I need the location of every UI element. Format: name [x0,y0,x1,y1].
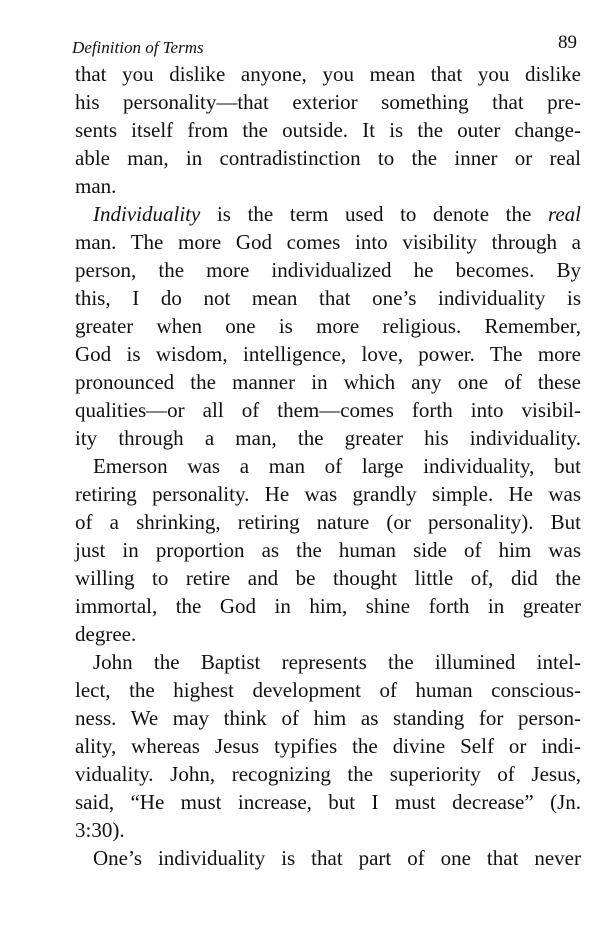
text-line: 3:30). [75,818,125,842]
text-line: able man, in contradistinction to the inner or real [75,146,581,170]
text-line: retiring personality. He was grandly simple. He was [75,482,581,506]
running-title: Definition of Terms [72,38,204,57]
italic-term: real [547,202,581,226]
text-line: Emerson was a man of large individuality, but [93,454,581,478]
text-line: ality, whereas Jesus typifies the divine Self or indi- [75,734,581,758]
text-line: degree. [75,622,137,646]
text-span: is the term used to denote the [200,202,548,226]
text-line: ity through a man, the greater his individuality. [75,426,581,450]
text-line: just in proportion as the human side of him was [75,538,581,562]
text-line: willing to retire and be thought little of, did the [75,566,581,590]
text-line: ness. We may think of him as standing for person- [75,706,581,730]
text-line: lect, the highest development of human conscious- [75,678,581,702]
text-line: his personality—that exterior something that pre- [75,90,581,114]
text-line: person, the more individualized he becomes. By [75,258,581,282]
text-line: that you dislike anyone, you mean that you dislike [75,62,581,86]
italic-term: Individuality [93,202,201,226]
text-line: sents itself from the outside. It is the outer change- [75,118,581,142]
text-line [75,200,581,228]
text-line: God is wisdom, intelligence, love, power. The more [75,342,581,366]
text-line: this, I do not mean that one’s individuality is [75,286,581,310]
text-line: greater when one is more religious. Remember, [75,314,581,338]
text-line: man. The more God comes into visibility through a [75,230,581,254]
text-line: John the Baptist represents the illumined intel- [93,650,581,674]
text-line: immortal, the God in him, shine forth in greater [75,594,581,618]
text-line: qualities—or all of them—comes forth into visibil- [75,398,581,422]
text-line: of a shrinking, retiring nature (or personality). But [75,510,581,534]
page-number: 89 [558,32,577,53]
text-line: One’s individuality is that part of one that never [93,846,581,870]
text-line: said, “He must increase, but I must decrease” (Jn. [75,790,581,814]
running-header [72,32,580,58]
text-line: viduality. John, recognizing the superiority of Jesus, [75,762,581,786]
text-line: pronounced the manner in which any one of these [75,370,581,394]
text-line: man. [75,174,117,198]
page-body [75,60,581,872]
